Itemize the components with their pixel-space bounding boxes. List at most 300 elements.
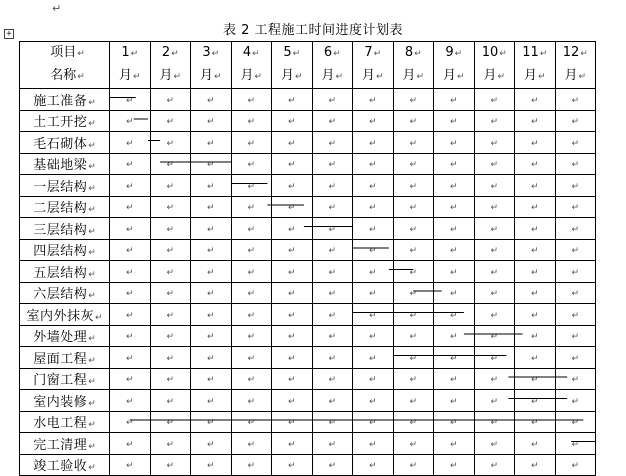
- schedule-cell[interactable]: [312, 454, 353, 476]
- schedule-cell[interactable]: [353, 304, 394, 326]
- paragraph-mark: ↵: [571, 117, 580, 128]
- schedule-cell[interactable]: [191, 368, 232, 390]
- schedule-cell[interactable]: [353, 153, 394, 175]
- schedule-cell[interactable]: [434, 239, 475, 261]
- schedule-cell[interactable]: [474, 304, 515, 326]
- paragraph-mark: ↵: [88, 97, 96, 108]
- schedule-cell[interactable]: [555, 196, 596, 218]
- month-number: 2: [161, 45, 171, 60]
- schedule-cell[interactable]: [434, 196, 475, 218]
- schedule-cell[interactable]: [393, 454, 434, 476]
- schedule-cell[interactable]: [393, 153, 434, 175]
- schedule-cell[interactable]: [353, 175, 394, 197]
- task-name: 屋面工程: [33, 351, 88, 367]
- paragraph-mark: ↵: [247, 375, 256, 386]
- month-unit: 月: [159, 68, 173, 83]
- schedule-cell[interactable]: [312, 110, 353, 132]
- header-month-2[interactable]: [150, 42, 191, 89]
- task-name-cell[interactable]: [20, 196, 110, 218]
- paragraph-mark: ↵: [328, 332, 337, 343]
- header-month-5[interactable]: [272, 42, 313, 89]
- schedule-cell[interactable]: [393, 325, 434, 347]
- task-name: 二层结构: [33, 201, 88, 217]
- schedule-cell[interactable]: [515, 325, 556, 347]
- schedule-cell[interactable]: [110, 304, 151, 326]
- schedule-cell[interactable]: [272, 261, 313, 283]
- schedule-cell[interactable]: [555, 433, 596, 455]
- schedule-cell[interactable]: [272, 347, 313, 369]
- schedule-cell[interactable]: [110, 261, 151, 283]
- schedule-cell[interactable]: [353, 110, 394, 132]
- header-month-11[interactable]: [515, 42, 556, 89]
- schedule-cell[interactable]: [110, 110, 151, 132]
- schedule-cell[interactable]: [515, 433, 556, 455]
- schedule-cell[interactable]: [231, 261, 272, 283]
- schedule-cell[interactable]: [515, 132, 556, 154]
- schedule-cell[interactable]: [191, 175, 232, 197]
- task-name-cell[interactable]: [20, 153, 110, 175]
- schedule-cell[interactable]: [353, 196, 394, 218]
- schedule-cell[interactable]: [515, 175, 556, 197]
- header-month-6[interactable]: [312, 42, 353, 89]
- schedule-cell[interactable]: [312, 390, 353, 412]
- schedule-cell[interactable]: [353, 368, 394, 390]
- schedule-cell[interactable]: [150, 196, 191, 218]
- schedule-cell[interactable]: [150, 175, 191, 197]
- schedule-cell[interactable]: [231, 239, 272, 261]
- paragraph-mark: ↵: [206, 310, 215, 321]
- paragraph-mark: ↵: [206, 439, 215, 450]
- paragraph-mark: ↵: [368, 117, 377, 128]
- schedule-cell[interactable]: [312, 347, 353, 369]
- schedule-cell[interactable]: [434, 454, 475, 476]
- paragraph-mark: ↵: [409, 267, 418, 278]
- schedule-cell[interactable]: [231, 347, 272, 369]
- schedule-cell[interactable]: [434, 368, 475, 390]
- schedule-cell[interactable]: [150, 368, 191, 390]
- schedule-cell[interactable]: [474, 239, 515, 261]
- header-month-3[interactable]: [191, 42, 232, 89]
- schedule-cell[interactable]: [353, 132, 394, 154]
- schedule-cell[interactable]: [312, 153, 353, 175]
- schedule-cell[interactable]: [272, 196, 313, 218]
- schedule-cell[interactable]: [515, 89, 556, 111]
- table-row: [20, 347, 596, 369]
- task-name: 室内外抹灰: [26, 308, 94, 324]
- schedule-cell[interactable]: [434, 89, 475, 111]
- schedule-cell[interactable]: [515, 304, 556, 326]
- schedule-cell[interactable]: [272, 175, 313, 197]
- schedule-cell[interactable]: [150, 282, 191, 304]
- schedule-cell[interactable]: [434, 175, 475, 197]
- paragraph-mark: ↵: [206, 160, 215, 171]
- schedule-cell[interactable]: [110, 454, 151, 476]
- schedule-cell[interactable]: [191, 110, 232, 132]
- schedule-cell[interactable]: [434, 433, 475, 455]
- schedule-cell[interactable]: [393, 175, 434, 197]
- schedule-cell[interactable]: [150, 325, 191, 347]
- task-name-cell[interactable]: [20, 175, 110, 197]
- schedule-cell[interactable]: [150, 433, 191, 455]
- schedule-cell[interactable]: [555, 239, 596, 261]
- paragraph-mark: ↵: [530, 95, 539, 106]
- task-name-cell[interactable]: [20, 347, 110, 369]
- task-name-cell[interactable]: [20, 454, 110, 476]
- schedule-cell[interactable]: [353, 390, 394, 412]
- table-row: [20, 411, 596, 433]
- schedule-cell[interactable]: [191, 196, 232, 218]
- paragraph-mark: ↵: [213, 72, 222, 82]
- schedule-cell[interactable]: [353, 89, 394, 111]
- schedule-cell[interactable]: [434, 347, 475, 369]
- paragraph-mark: ↵: [287, 160, 296, 171]
- paragraph-mark: ↵: [287, 289, 296, 300]
- schedule-cell[interactable]: [110, 175, 151, 197]
- schedule-cell[interactable]: [312, 218, 353, 240]
- schedule-cell[interactable]: [110, 390, 151, 412]
- schedule-cell[interactable]: [474, 196, 515, 218]
- task-name-cell[interactable]: [20, 368, 110, 390]
- schedule-cell[interactable]: [110, 132, 151, 154]
- schedule-cell[interactable]: [393, 411, 434, 433]
- schedule-cell[interactable]: [231, 304, 272, 326]
- schedule-cell[interactable]: [272, 153, 313, 175]
- paragraph-mark: ↵: [328, 160, 337, 171]
- paragraph-mark: ↵: [287, 246, 296, 257]
- schedule-cell[interactable]: [555, 175, 596, 197]
- task-name-cell[interactable]: [20, 390, 110, 412]
- schedule-cell[interactable]: [110, 218, 151, 240]
- schedule-cell[interactable]: [110, 433, 151, 455]
- schedule-cell[interactable]: [231, 110, 272, 132]
- schedule-cell[interactable]: [231, 153, 272, 175]
- schedule-cell[interactable]: [353, 261, 394, 283]
- schedule-cell[interactable]: [150, 261, 191, 283]
- schedule-cell[interactable]: [191, 89, 232, 111]
- schedule-cell[interactable]: [312, 304, 353, 326]
- schedule-cell[interactable]: [150, 153, 191, 175]
- schedule-cell[interactable]: [150, 89, 191, 111]
- table-row: [20, 89, 596, 111]
- schedule-cell[interactable]: [150, 110, 191, 132]
- schedule-cell[interactable]: [353, 239, 394, 261]
- schedule-cell[interactable]: [110, 282, 151, 304]
- schedule-cell[interactable]: [231, 368, 272, 390]
- schedule-cell[interactable]: [474, 89, 515, 111]
- schedule-cell[interactable]: [272, 282, 313, 304]
- table-move-handle-icon[interactable]: +: [4, 29, 14, 39]
- schedule-cell[interactable]: [434, 282, 475, 304]
- schedule-cell[interactable]: [150, 132, 191, 154]
- schedule-cell[interactable]: [555, 153, 596, 175]
- paragraph-mark: ↵: [94, 312, 103, 323]
- schedule-cell[interactable]: [555, 411, 596, 433]
- schedule-cell[interactable]: [110, 411, 151, 433]
- schedule-cell[interactable]: [272, 454, 313, 476]
- schedule-cell[interactable]: [434, 110, 475, 132]
- schedule-cell[interactable]: [515, 411, 556, 433]
- schedule-cell[interactable]: [231, 89, 272, 111]
- schedule-cell[interactable]: [353, 282, 394, 304]
- paragraph-mark: ↵: [287, 396, 296, 407]
- schedule-cell[interactable]: [272, 218, 313, 240]
- month-unit: 月: [523, 68, 537, 83]
- schedule-cell[interactable]: [191, 454, 232, 476]
- paragraph-mark: ↵: [247, 418, 256, 429]
- schedule-cell[interactable]: [434, 153, 475, 175]
- schedule-cell[interactable]: [191, 261, 232, 283]
- schedule-cell[interactable]: [474, 433, 515, 455]
- schedule-cell[interactable]: [393, 390, 434, 412]
- schedule-cell[interactable]: [474, 411, 515, 433]
- paragraph-mark: ↵: [287, 224, 296, 235]
- schedule-cell[interactable]: [393, 196, 434, 218]
- schedule-cell[interactable]: [393, 132, 434, 154]
- schedule-cell[interactable]: [393, 239, 434, 261]
- schedule-cell[interactable]: [393, 89, 434, 111]
- schedule-cell[interactable]: [393, 368, 434, 390]
- schedule-cell[interactable]: [353, 347, 394, 369]
- task-name-cell[interactable]: [20, 282, 110, 304]
- schedule-cell[interactable]: [353, 454, 394, 476]
- schedule-cell[interactable]: [272, 390, 313, 412]
- schedule-cell[interactable]: [474, 261, 515, 283]
- schedule-cell[interactable]: [474, 325, 515, 347]
- task-name-cell[interactable]: [20, 261, 110, 283]
- schedule-cell[interactable]: [515, 390, 556, 412]
- schedule-cell[interactable]: [555, 304, 596, 326]
- schedule-cell[interactable]: [231, 411, 272, 433]
- schedule-cell[interactable]: [191, 390, 232, 412]
- header-month-12[interactable]: [555, 42, 596, 89]
- schedule-cell[interactable]: [191, 433, 232, 455]
- schedule-cell[interactable]: [393, 218, 434, 240]
- schedule-cell[interactable]: [474, 454, 515, 476]
- schedule-cell[interactable]: [555, 390, 596, 412]
- task-name-cell[interactable]: [20, 89, 110, 111]
- header-month-9[interactable]: [434, 42, 475, 89]
- schedule-cell[interactable]: [555, 282, 596, 304]
- schedule-cell[interactable]: [474, 175, 515, 197]
- schedule-cell[interactable]: [474, 347, 515, 369]
- schedule-cell[interactable]: [150, 454, 191, 476]
- paragraph-mark: ↵: [166, 353, 175, 364]
- schedule-cell[interactable]: [393, 347, 434, 369]
- schedule-cell[interactable]: [150, 411, 191, 433]
- paragraph-mark: ↵: [125, 439, 134, 450]
- schedule-cell[interactable]: [393, 304, 434, 326]
- schedule-cell[interactable]: [353, 325, 394, 347]
- table-row: [20, 132, 596, 154]
- schedule-cell[interactable]: [110, 239, 151, 261]
- task-name-cell[interactable]: [20, 132, 110, 154]
- month-number: 12: [562, 45, 580, 60]
- schedule-cell[interactable]: [231, 196, 272, 218]
- paragraph-mark: ↵: [125, 396, 134, 407]
- schedule-cell[interactable]: [191, 304, 232, 326]
- schedule-cell[interactable]: [515, 368, 556, 390]
- schedule-cell[interactable]: [434, 411, 475, 433]
- paragraph-mark: ↵: [449, 439, 458, 450]
- schedule-cell[interactable]: [272, 433, 313, 455]
- paragraph-mark: ↵: [171, 49, 179, 59]
- schedule-cell[interactable]: [434, 132, 475, 154]
- paragraph-mark: ↵: [287, 353, 296, 364]
- schedule-cell[interactable]: [312, 132, 353, 154]
- schedule-cell[interactable]: [231, 325, 272, 347]
- schedule-cell[interactable]: [312, 89, 353, 111]
- task-name-cell[interactable]: [20, 110, 110, 132]
- header-month-7[interactable]: [353, 42, 394, 89]
- schedule-cell[interactable]: [555, 454, 596, 476]
- schedule-cell[interactable]: [393, 261, 434, 283]
- header-month-1[interactable]: [110, 42, 151, 89]
- schedule-cell[interactable]: [434, 218, 475, 240]
- task-name-cell[interactable]: [20, 325, 110, 347]
- schedule-cell[interactable]: [191, 218, 232, 240]
- task-name-cell[interactable]: [20, 433, 110, 455]
- schedule-cell[interactable]: [434, 304, 475, 326]
- schedule-cell[interactable]: [393, 110, 434, 132]
- schedule-cell[interactable]: [110, 153, 151, 175]
- header-month-10[interactable]: [474, 42, 515, 89]
- schedule-cell[interactable]: [434, 261, 475, 283]
- schedule-cell[interactable]: [515, 153, 556, 175]
- schedule-cell[interactable]: [272, 325, 313, 347]
- schedule-cell[interactable]: [353, 411, 394, 433]
- schedule-cell[interactable]: [515, 110, 556, 132]
- task-name-cell[interactable]: [20, 411, 110, 433]
- header-task-cell[interactable]: [20, 42, 110, 89]
- schedule-cell[interactable]: [231, 132, 272, 154]
- schedule-cell[interactable]: [312, 325, 353, 347]
- task-name-cell[interactable]: [20, 218, 110, 240]
- task-name-cell[interactable]: [20, 304, 110, 326]
- schedule-cell[interactable]: [393, 433, 434, 455]
- schedule-cell[interactable]: [231, 282, 272, 304]
- schedule-cell[interactable]: [393, 282, 434, 304]
- schedule-cell[interactable]: [515, 218, 556, 240]
- schedule-cell[interactable]: [231, 390, 272, 412]
- paragraph-mark: ↵: [530, 160, 539, 171]
- paragraph-mark: ↵: [287, 203, 296, 214]
- schedule-cell[interactable]: [272, 411, 313, 433]
- paragraph-mark: ↵: [247, 117, 256, 128]
- schedule-cell[interactable]: [312, 411, 353, 433]
- schedule-cell[interactable]: [515, 239, 556, 261]
- schedule-cell[interactable]: [515, 261, 556, 283]
- schedule-cell[interactable]: [312, 239, 353, 261]
- schedule-cell[interactable]: [150, 304, 191, 326]
- table-row: [20, 433, 596, 455]
- schedule-cell[interactable]: [555, 89, 596, 111]
- schedule-cell[interactable]: [515, 347, 556, 369]
- paragraph-mark: ↵: [206, 246, 215, 257]
- schedule-cell[interactable]: [191, 239, 232, 261]
- schedule-cell[interactable]: [191, 153, 232, 175]
- schedule-cell[interactable]: [150, 347, 191, 369]
- header-month-4[interactable]: [231, 42, 272, 89]
- schedule-cell[interactable]: [191, 325, 232, 347]
- schedule-cell[interactable]: [231, 218, 272, 240]
- paragraph-mark: ↵: [328, 246, 337, 257]
- schedule-cell[interactable]: [150, 239, 191, 261]
- schedule-cell[interactable]: [150, 390, 191, 412]
- schedule-cell[interactable]: [474, 153, 515, 175]
- schedule-cell[interactable]: [555, 368, 596, 390]
- schedule-cell[interactable]: [272, 304, 313, 326]
- schedule-cell[interactable]: [555, 110, 596, 132]
- schedule-cell[interactable]: [555, 261, 596, 283]
- schedule-cell[interactable]: [272, 368, 313, 390]
- schedule-cell[interactable]: [191, 411, 232, 433]
- paragraph-mark: ↵: [571, 310, 580, 321]
- schedule-cell[interactable]: [474, 390, 515, 412]
- schedule-cell[interactable]: [272, 110, 313, 132]
- schedule-cell[interactable]: [312, 282, 353, 304]
- schedule-cell[interactable]: [150, 218, 191, 240]
- schedule-cell[interactable]: [191, 132, 232, 154]
- schedule-cell[interactable]: [312, 175, 353, 197]
- schedule-cell[interactable]: [353, 218, 394, 240]
- schedule-cell[interactable]: [231, 433, 272, 455]
- schedule-cell[interactable]: [272, 89, 313, 111]
- paragraph-mark: ↵: [125, 289, 134, 300]
- month-number: 1: [121, 45, 130, 60]
- schedule-cell[interactable]: [110, 89, 151, 111]
- schedule-cell[interactable]: [555, 325, 596, 347]
- schedule-cell[interactable]: [231, 175, 272, 197]
- schedule-cell[interactable]: [312, 368, 353, 390]
- schedule-cell[interactable]: [515, 196, 556, 218]
- schedule-cell[interactable]: [231, 454, 272, 476]
- schedule-cell[interactable]: [312, 196, 353, 218]
- schedule-cell[interactable]: [555, 218, 596, 240]
- schedule-cell[interactable]: [555, 347, 596, 369]
- schedule-cell[interactable]: [272, 239, 313, 261]
- paragraph-mark: ↵: [571, 267, 580, 278]
- schedule-cell[interactable]: [191, 347, 232, 369]
- schedule-cell[interactable]: [191, 282, 232, 304]
- month-unit: 月: [118, 68, 132, 83]
- schedule-cell[interactable]: [474, 110, 515, 132]
- schedule-cell[interactable]: [110, 196, 151, 218]
- schedule-cell[interactable]: [353, 433, 394, 455]
- paragraph-mark: ↵: [456, 72, 465, 82]
- paragraph-mark: ↵: [287, 332, 296, 343]
- schedule-cell[interactable]: [110, 325, 151, 347]
- schedule-cell[interactable]: [272, 132, 313, 154]
- schedule-cell[interactable]: [110, 368, 151, 390]
- schedule-cell[interactable]: [515, 282, 556, 304]
- task-name: 五层结构: [33, 265, 88, 281]
- schedule-cell[interactable]: [474, 282, 515, 304]
- schedule-cell[interactable]: [474, 132, 515, 154]
- header-month-8[interactable]: [393, 42, 434, 89]
- paragraph-mark: ↵: [166, 310, 175, 321]
- schedule-cell[interactable]: [474, 368, 515, 390]
- paragraph-mark: ↵: [530, 310, 539, 321]
- schedule-cell[interactable]: [474, 218, 515, 240]
- schedule-cell[interactable]: [312, 261, 353, 283]
- schedule-cell[interactable]: [515, 454, 556, 476]
- task-name-cell[interactable]: [20, 239, 110, 261]
- schedule-cell[interactable]: [312, 433, 353, 455]
- schedule-cell[interactable]: [555, 132, 596, 154]
- schedule-cell[interactable]: [434, 325, 475, 347]
- schedule-cell[interactable]: [110, 347, 151, 369]
- schedule-cell[interactable]: [434, 390, 475, 412]
